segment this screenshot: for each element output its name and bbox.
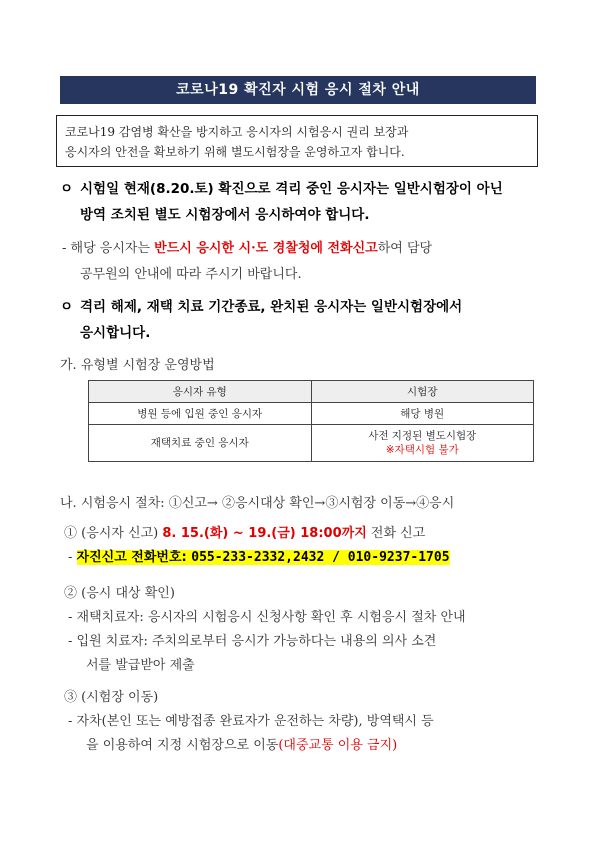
step-1-tail: 전화 신고: [366, 526, 426, 541]
bullet-mark: ㅇ: [60, 181, 74, 197]
table-header-row: [89, 381, 534, 403]
page-title: 코로나19 확진자 시험 응시 절차 안내: [60, 76, 536, 104]
table-cell-site: 해당 병원: [311, 403, 534, 425]
report-instruction: [62, 236, 542, 288]
step-1-deadline: 8. 15.(화) ~ 19.(금) 18:00까지: [162, 526, 367, 541]
hotline-label: 자진신고 전화번호:: [76, 550, 192, 565]
report-prefix: - 해당 응시자는: [62, 241, 155, 256]
table-cell-site: [311, 425, 534, 462]
report-highlight: 반드시 응시한 시·도 경찰청에 전화신고: [154, 241, 378, 256]
bullet-2-line-2: 응시합니다.: [80, 325, 151, 341]
step-3: [64, 686, 554, 758]
intro-box: [56, 115, 538, 167]
table-cell-site-text: 사전 지정된 별도시험장: [368, 430, 477, 442]
step-1-dash: -: [68, 550, 77, 565]
section-ga-heading: 가. 유형별 시험장 운영방법: [60, 358, 215, 373]
step-2: [64, 582, 554, 678]
step-2-line-2: - 입원 치료자: 주치의로부터 응시가 가능하다는 내용의 의사 소견: [68, 634, 437, 649]
step-3-warning: (대중교통 이용 금지): [278, 738, 398, 753]
bullet-isolated-applicants: [60, 176, 540, 228]
hotline-numbers: 055-233-2332,2432 / 010-9237-1705: [191, 550, 450, 565]
table-cell-type: 재택치료 중인 응시자: [89, 425, 312, 462]
report-line-2: 공무원의 안내에 따라 주시기 바랍니다.: [80, 267, 302, 282]
step-3-head: ③ (시험장 이동): [64, 690, 159, 705]
step-3-line-1: - 자차(본인 또는 예방접종 완료자가 운전하는 차량), 방역택시 등: [68, 714, 434, 729]
table-row: [89, 425, 534, 462]
step-1-head: ① (응시자 신고): [64, 526, 163, 541]
table-header-site: 시험장: [311, 381, 534, 403]
section-na-heading: 나. 시험응시 절차: ①신고→ ②응시대상 확인→③시험장 이동→④응시: [60, 496, 455, 511]
bullet-mark: ㅇ: [60, 299, 74, 315]
table-header-type: 응시자 유형: [89, 381, 312, 403]
table-cell-note: ※자택시험 불가: [385, 444, 459, 456]
intro-line-1: 코로나19 감염병 확산을 방지하고 응시자의 시험응시 권리 보장과: [65, 125, 409, 139]
report-suffix: 하여 담당: [377, 241, 433, 256]
intro-line-2: 응시자의 안전을 확보하기 위해 별도시험장을 운영하고자 합니다.: [65, 145, 405, 159]
step-2-line-3: 서를 발급받아 제출: [86, 658, 195, 673]
exam-site-table: [88, 380, 534, 462]
bullet-released-applicants: [60, 294, 540, 346]
step-1: [64, 522, 544, 570]
bullet-1-line-1: 시험일 현재(8.20.토) 확진으로 격리 중인 응시자는 일반시험장이 아닌: [80, 181, 503, 197]
bullet-2-line-1: 격리 해제, 재택 치료 기간종료, 완치된 응시자는 일반시험장에서: [80, 299, 463, 315]
table-cell-type: 병원 등에 입원 중인 응시자: [89, 403, 312, 425]
table-row: [89, 403, 534, 425]
bullet-1-line-2: 방역 조치된 별도 시험장에서 응시하여야 합니다.: [80, 207, 370, 223]
step-2-head: ② (응시 대상 확인): [64, 586, 175, 601]
step-2-line-1: - 재택치료자: 응시자의 시험응시 신청사항 확인 후 시험응시 절차 안내: [68, 610, 466, 625]
step-3-line-2: 을 이용하여 지정 시험장으로 이동: [86, 738, 279, 753]
